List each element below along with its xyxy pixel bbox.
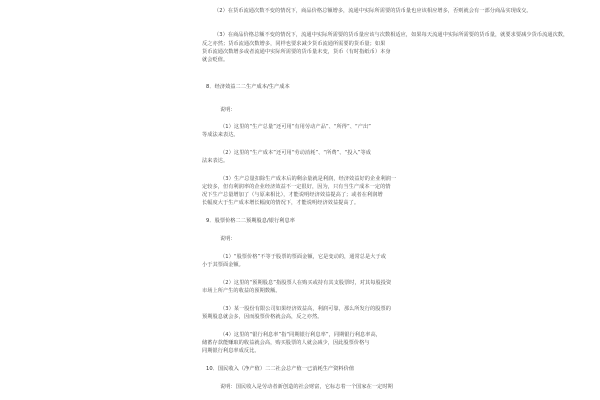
paragraph-line: （4）这里的“银行利息率”指“同期银行利息率”，同期银行利息率高， — [220, 332, 381, 338]
paragraph-line: （1）这里的“生产总量”还可用“有用劳动产品”、“所得”、“产出” — [220, 124, 371, 130]
paragraph-line: 反之亦然；货币流通次数增多，同样也要求减少货币流通所需要的货币量；如果 — [202, 41, 386, 47]
paragraph-line: 说明： — [220, 236, 236, 242]
paragraph-line: （3）在商品价格总额不变的情况下，流通中实际所需要的货币量应该与次数相适应，如果每天流通中实际所需要的货币量，就要求要减少货币流通次数， — [214, 32, 569, 38]
paragraph-line: （2）这里的“预期股息”指股票人在购买或持有其支股票时，对其每股投资 — [220, 280, 392, 286]
paragraph-line: 定较多，但有利润率的企业经济效益不一定很好，因为，只有当生产成本一定的情 — [202, 184, 391, 190]
paragraph-line: （1）“股票价格”不等于股票的票面金额，它是变动的，通常总是大于或 — [220, 254, 386, 260]
paragraph-line: （2）这里的“生产成本”还可用“劳动消耗”、“所费”、“投入”等成 — [220, 150, 371, 156]
paragraph-line: （2）在货币流通次数不变的情况下，商品价格总额增多，流通中实际所需要的货币量也应该相应增多，否则就会有一部分商品实现成交。 — [214, 8, 532, 14]
section-heading: 10．国民收入（净产值）二二社会总产值一已消耗生产资料价值 — [206, 366, 355, 372]
paragraph-line: （3）某一股份有限公司如果经济效益高，利润可靠，那么所发行的股票的 — [220, 306, 391, 312]
paragraph-line: 货币流通次数增多或者流通中实际所需要的货币量未变，货币（有时指纸币）本身 — [202, 49, 391, 55]
paragraph-line: （3）生产总量扣除生产成本后的剩余量就是利润，经济效益好的企业利润一 — [220, 176, 397, 182]
paragraph-line: 市场上所产生的收益的预期数额。 — [202, 288, 281, 294]
paragraph-line: 小于其票面金额。 — [202, 262, 244, 268]
section-heading: 9．股票价格二二预期股息/银行利息率 — [206, 218, 295, 224]
paragraph-line: 预期股息就会多，因而股票价格就会高，反之亦然。 — [202, 314, 323, 320]
paragraph-line: 储蓄存款能赚取的收益就会高，购买股票的人就会减少，因此股票价格与 — [202, 340, 370, 346]
paragraph-line: 等成法来表达。 — [202, 132, 239, 138]
paragraph-line: 说明：国民收入是劳动者新创造的社会财富，它标志着一个国家在一定时期 — [220, 384, 393, 390]
paragraph-line: 就会贬值。 — [202, 57, 229, 63]
paragraph-line: 况下生产总量增加了（与原来相比），才能说明经济效益提高了；或者在利润增 — [202, 192, 383, 198]
paragraph-line: 说明： — [220, 107, 236, 113]
paragraph-line: 长幅度大于生产成本增长幅度的情况下，才能说明经济效益提高了。 — [202, 200, 360, 206]
paragraph-line: 同期银行利息率成反比。 — [202, 348, 260, 354]
paragraph-line: 法来表达。 — [202, 158, 229, 164]
section-heading: 8．经济效益二二生产成本/生产成本 — [206, 84, 290, 90]
